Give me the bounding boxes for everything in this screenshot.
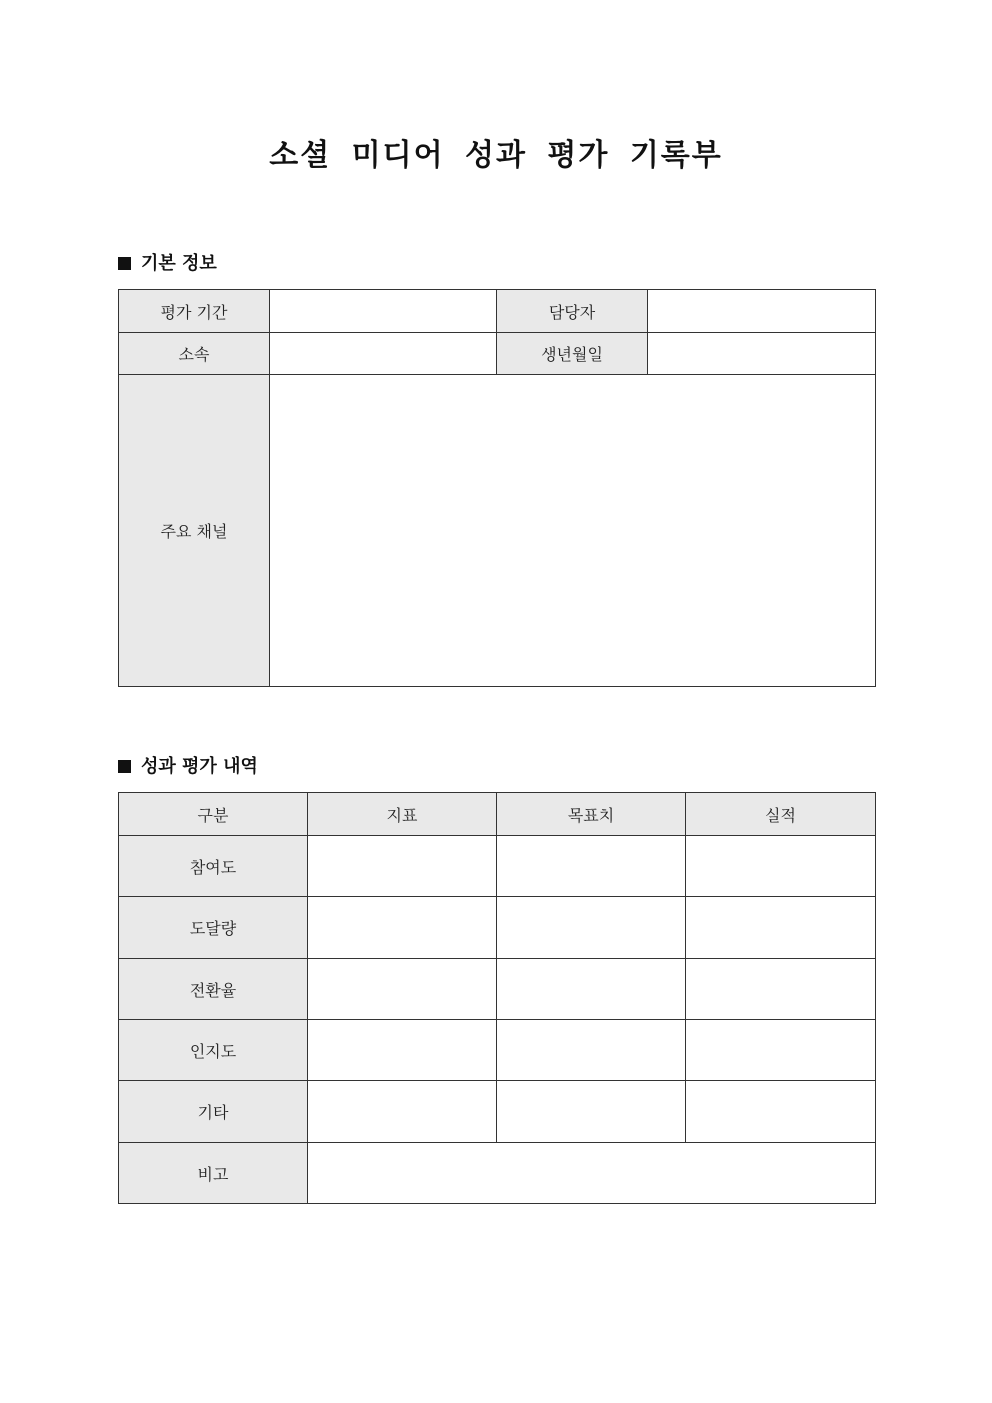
remarks-row — [119, 1143, 876, 1204]
performance-heading — [118, 754, 258, 780]
performance-table — [118, 792, 876, 1204]
performance-heading-text: 성과 평가 내역 — [141, 756, 258, 777]
remarks-field[interactable] — [308, 1143, 876, 1204]
column-header-category: 구분 — [119, 793, 308, 836]
remarks-label: 비고 — [119, 1143, 308, 1204]
row-category-label: 참여도 — [119, 836, 308, 897]
black-square-icon — [118, 257, 131, 270]
basic-info-heading-text: 기본 정보 — [141, 253, 217, 274]
birthdate-label: 생년월일 — [497, 333, 648, 375]
actual-cell[interactable] — [686, 959, 876, 1020]
target-cell[interactable] — [497, 959, 686, 1020]
target-cell[interactable] — [497, 1020, 686, 1081]
basic-info-row-period — [119, 290, 876, 333]
actual-cell[interactable] — [686, 836, 876, 897]
metric-cell[interactable] — [308, 1020, 497, 1081]
row-category-label: 인지도 — [119, 1020, 308, 1081]
metric-cell[interactable] — [308, 1081, 497, 1143]
metric-cell[interactable] — [308, 836, 497, 897]
birthdate-field[interactable] — [648, 333, 876, 375]
table-row — [119, 836, 876, 897]
document-title: 소셜 미디어 성과 평가 기록부 — [269, 138, 723, 173]
period-label: 평가 기간 — [119, 290, 270, 333]
column-header-metric: 지표 — [308, 793, 497, 836]
table-row — [119, 1020, 876, 1081]
black-square-icon — [118, 760, 131, 773]
target-cell[interactable] — [497, 836, 686, 897]
manager-label: 담당자 — [497, 290, 648, 333]
target-cell[interactable] — [497, 1081, 686, 1143]
actual-cell[interactable] — [686, 1020, 876, 1081]
table-row — [119, 959, 876, 1020]
basic-info-table — [118, 289, 876, 687]
affiliation-field[interactable] — [270, 333, 497, 375]
performance-header-row — [119, 793, 876, 836]
column-header-actual: 실적 — [686, 793, 876, 836]
column-header-target: 목표치 — [497, 793, 686, 836]
actual-cell[interactable] — [686, 1081, 876, 1143]
target-cell[interactable] — [497, 897, 686, 959]
basic-info-heading — [118, 251, 217, 277]
channels-label: 주요 채널 — [119, 375, 270, 687]
channels-field[interactable] — [270, 375, 876, 687]
manager-field[interactable] — [648, 290, 876, 333]
metric-cell[interactable] — [308, 897, 497, 959]
metric-cell[interactable] — [308, 959, 497, 1020]
row-category-label: 기타 — [119, 1081, 308, 1143]
table-row — [119, 1081, 876, 1143]
basic-info-row-channels — [119, 375, 876, 687]
table-row — [119, 897, 876, 959]
affiliation-label: 소속 — [119, 333, 270, 375]
actual-cell[interactable] — [686, 897, 876, 959]
basic-info-row-affiliation — [119, 333, 876, 375]
row-category-label: 도달량 — [119, 897, 308, 959]
period-field[interactable] — [270, 290, 497, 333]
row-category-label: 전환율 — [119, 959, 308, 1020]
